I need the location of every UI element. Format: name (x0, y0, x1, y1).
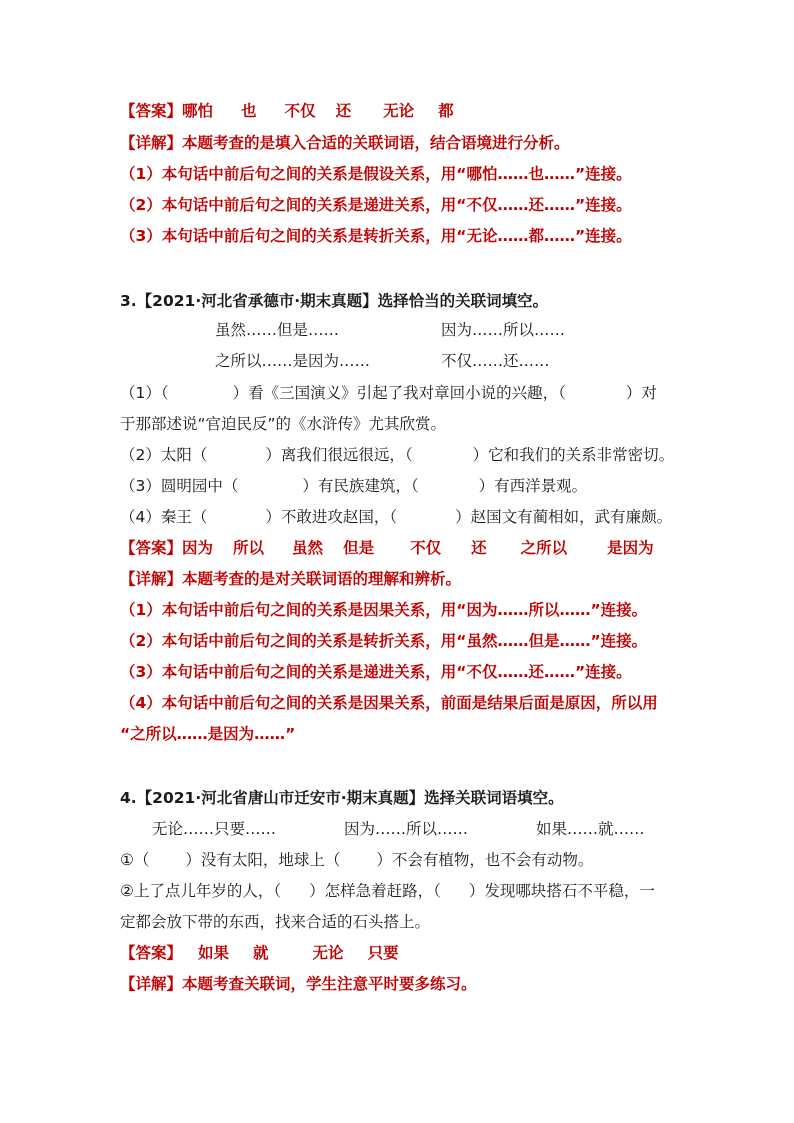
item-text: ）有西洋景观。 (478, 477, 588, 495)
answer-word: 无论 (383, 102, 415, 120)
q3-item (120, 507, 672, 527)
detail-text: 本题考查的是填入合适的关联词语，结合语境进行分析。 (182, 134, 570, 152)
q3-point: （4）本句话中前后句之间的关系是因果关系，前面是结果后面是原因，所以用 (120, 694, 658, 712)
item-text: ）对 (625, 384, 657, 402)
q3-item (120, 445, 674, 465)
item-text: ）它和我们的关系非常密切。 (472, 446, 675, 464)
answer-word: 不仅 (410, 539, 442, 557)
answer-word: 只要 (367, 944, 399, 962)
answer-word: 虽然 (292, 539, 324, 557)
q3-item: 于那部述说“官迫民反”的《水浒传》尤其欣赏。 (120, 415, 447, 433)
q4-option: 因为……所以…… (344, 820, 469, 838)
answer-word: 如果 (198, 944, 230, 962)
answer-word: 但是 (343, 539, 375, 557)
q4-option: 如果……就…… (536, 820, 645, 838)
q2-answer (120, 101, 454, 121)
q4-option: 无论……只要…… (152, 820, 277, 838)
answer-word: 是因为 (607, 539, 654, 557)
item-text: （2）太阳（ (120, 446, 208, 464)
q3-option: 因为……所以…… (441, 321, 566, 339)
answer-label: 【答案】 (120, 102, 183, 120)
q3-item (120, 476, 587, 496)
item-text: ）没有太阳，地球上（ (185, 851, 341, 869)
q4-item (120, 881, 655, 901)
answer-word: 就 (253, 944, 269, 962)
detail-label: 【详解】 (120, 134, 183, 152)
q3-option: 不仅……还…… (441, 352, 550, 370)
q2-detail (120, 133, 570, 153)
answer-word: 都 (438, 102, 454, 120)
detail-label: 【详解】 (120, 570, 183, 588)
q3-point: （2）本句话中前后句之间的关系是转折关系，用“虽然……但是……”连接。 (120, 632, 648, 650)
answer-word: 因为 (182, 539, 214, 557)
detail-text: 本题考查的是对关联词语的理解和辨析。 (182, 570, 462, 588)
q2-point: （1）本句话中前后句之间的关系是假设关系，用“哪怕……也……”连接。 (120, 165, 632, 183)
item-text: ）不会有植物，也不会有动物。 (376, 851, 594, 869)
item-text: ）怎样急着赶路，（ (309, 882, 441, 900)
q3-item (120, 383, 657, 403)
item-text: ）赵国文有蔺相如，武有廉颇。 (455, 508, 673, 526)
q4-detail (120, 974, 477, 994)
answer-word: 不仅 (284, 102, 316, 120)
item-text: ②上了点儿年岁的人，（ (120, 882, 282, 900)
q3-title: 3.【2021·河北省承德市·期末真题】选择恰当的关联词填空。 (120, 292, 549, 310)
item-text: ）不敢进攻赵国，（ (265, 508, 398, 526)
item-text: ）发现哪块搭石不平稳，一 (468, 882, 655, 900)
detail-text: 本题考查关联词，学生注意平时要多练习。 (182, 975, 477, 993)
answer-word: 无论 (312, 944, 344, 962)
q3-detail (120, 569, 461, 589)
item-text: ）看《三国演义》引起了我对章回小说的兴趣，（ (232, 384, 566, 402)
q4-item: 定都会放下带的东西，找来合适的石头搭上。 (120, 913, 431, 931)
q4-answer (120, 943, 399, 963)
q2-point: （3）本句话中前后句之间的关系是转折关系，用“无论……都……”连接。 (120, 227, 632, 245)
q3-answer (120, 538, 654, 558)
answer-label: 【答案】 (120, 539, 183, 557)
answer-word: 还 (335, 102, 352, 120)
detail-label: 【详解】 (120, 975, 183, 993)
q3-point: “之所以……是因为……” (120, 725, 296, 743)
item-text: （3）圆明园中（ (120, 477, 239, 495)
answer-word: 之所以 (520, 539, 568, 557)
item-text: ）有民族建筑，（ (302, 477, 419, 495)
q2-point: （2）本句话中前后句之间的关系是递进关系，用“不仅……还……”连接。 (120, 196, 632, 214)
q3-point: （1）本句话中前后句之间的关系是因果关系，用“因为……所以……”连接。 (120, 601, 648, 619)
q3-point: （3）本句话中前后句之间的关系是递进关系，用“不仅……还……”连接。 (120, 663, 632, 681)
answer-word: 所以 (233, 539, 265, 557)
answer-word: 还 (471, 539, 487, 557)
answer-word: 也 (241, 102, 257, 120)
answer-word: 哪怕 (182, 102, 214, 120)
answer-label: 【答案】 (120, 944, 183, 962)
q4-item (120, 850, 593, 870)
item-text: ①（ (120, 851, 150, 869)
q4-title: 4.【2021·河北省唐山市迁安市·期末真题】选择关联词语填空。 (120, 789, 564, 807)
item-text: （1）（ (120, 384, 169, 402)
item-text: ）离我们很远很远，（ (265, 446, 413, 464)
q3-option: 虽然……但是…… (215, 321, 340, 339)
item-text: （4）秦王（ (120, 508, 208, 526)
q3-option: 之所以……是因为…… (215, 352, 371, 370)
